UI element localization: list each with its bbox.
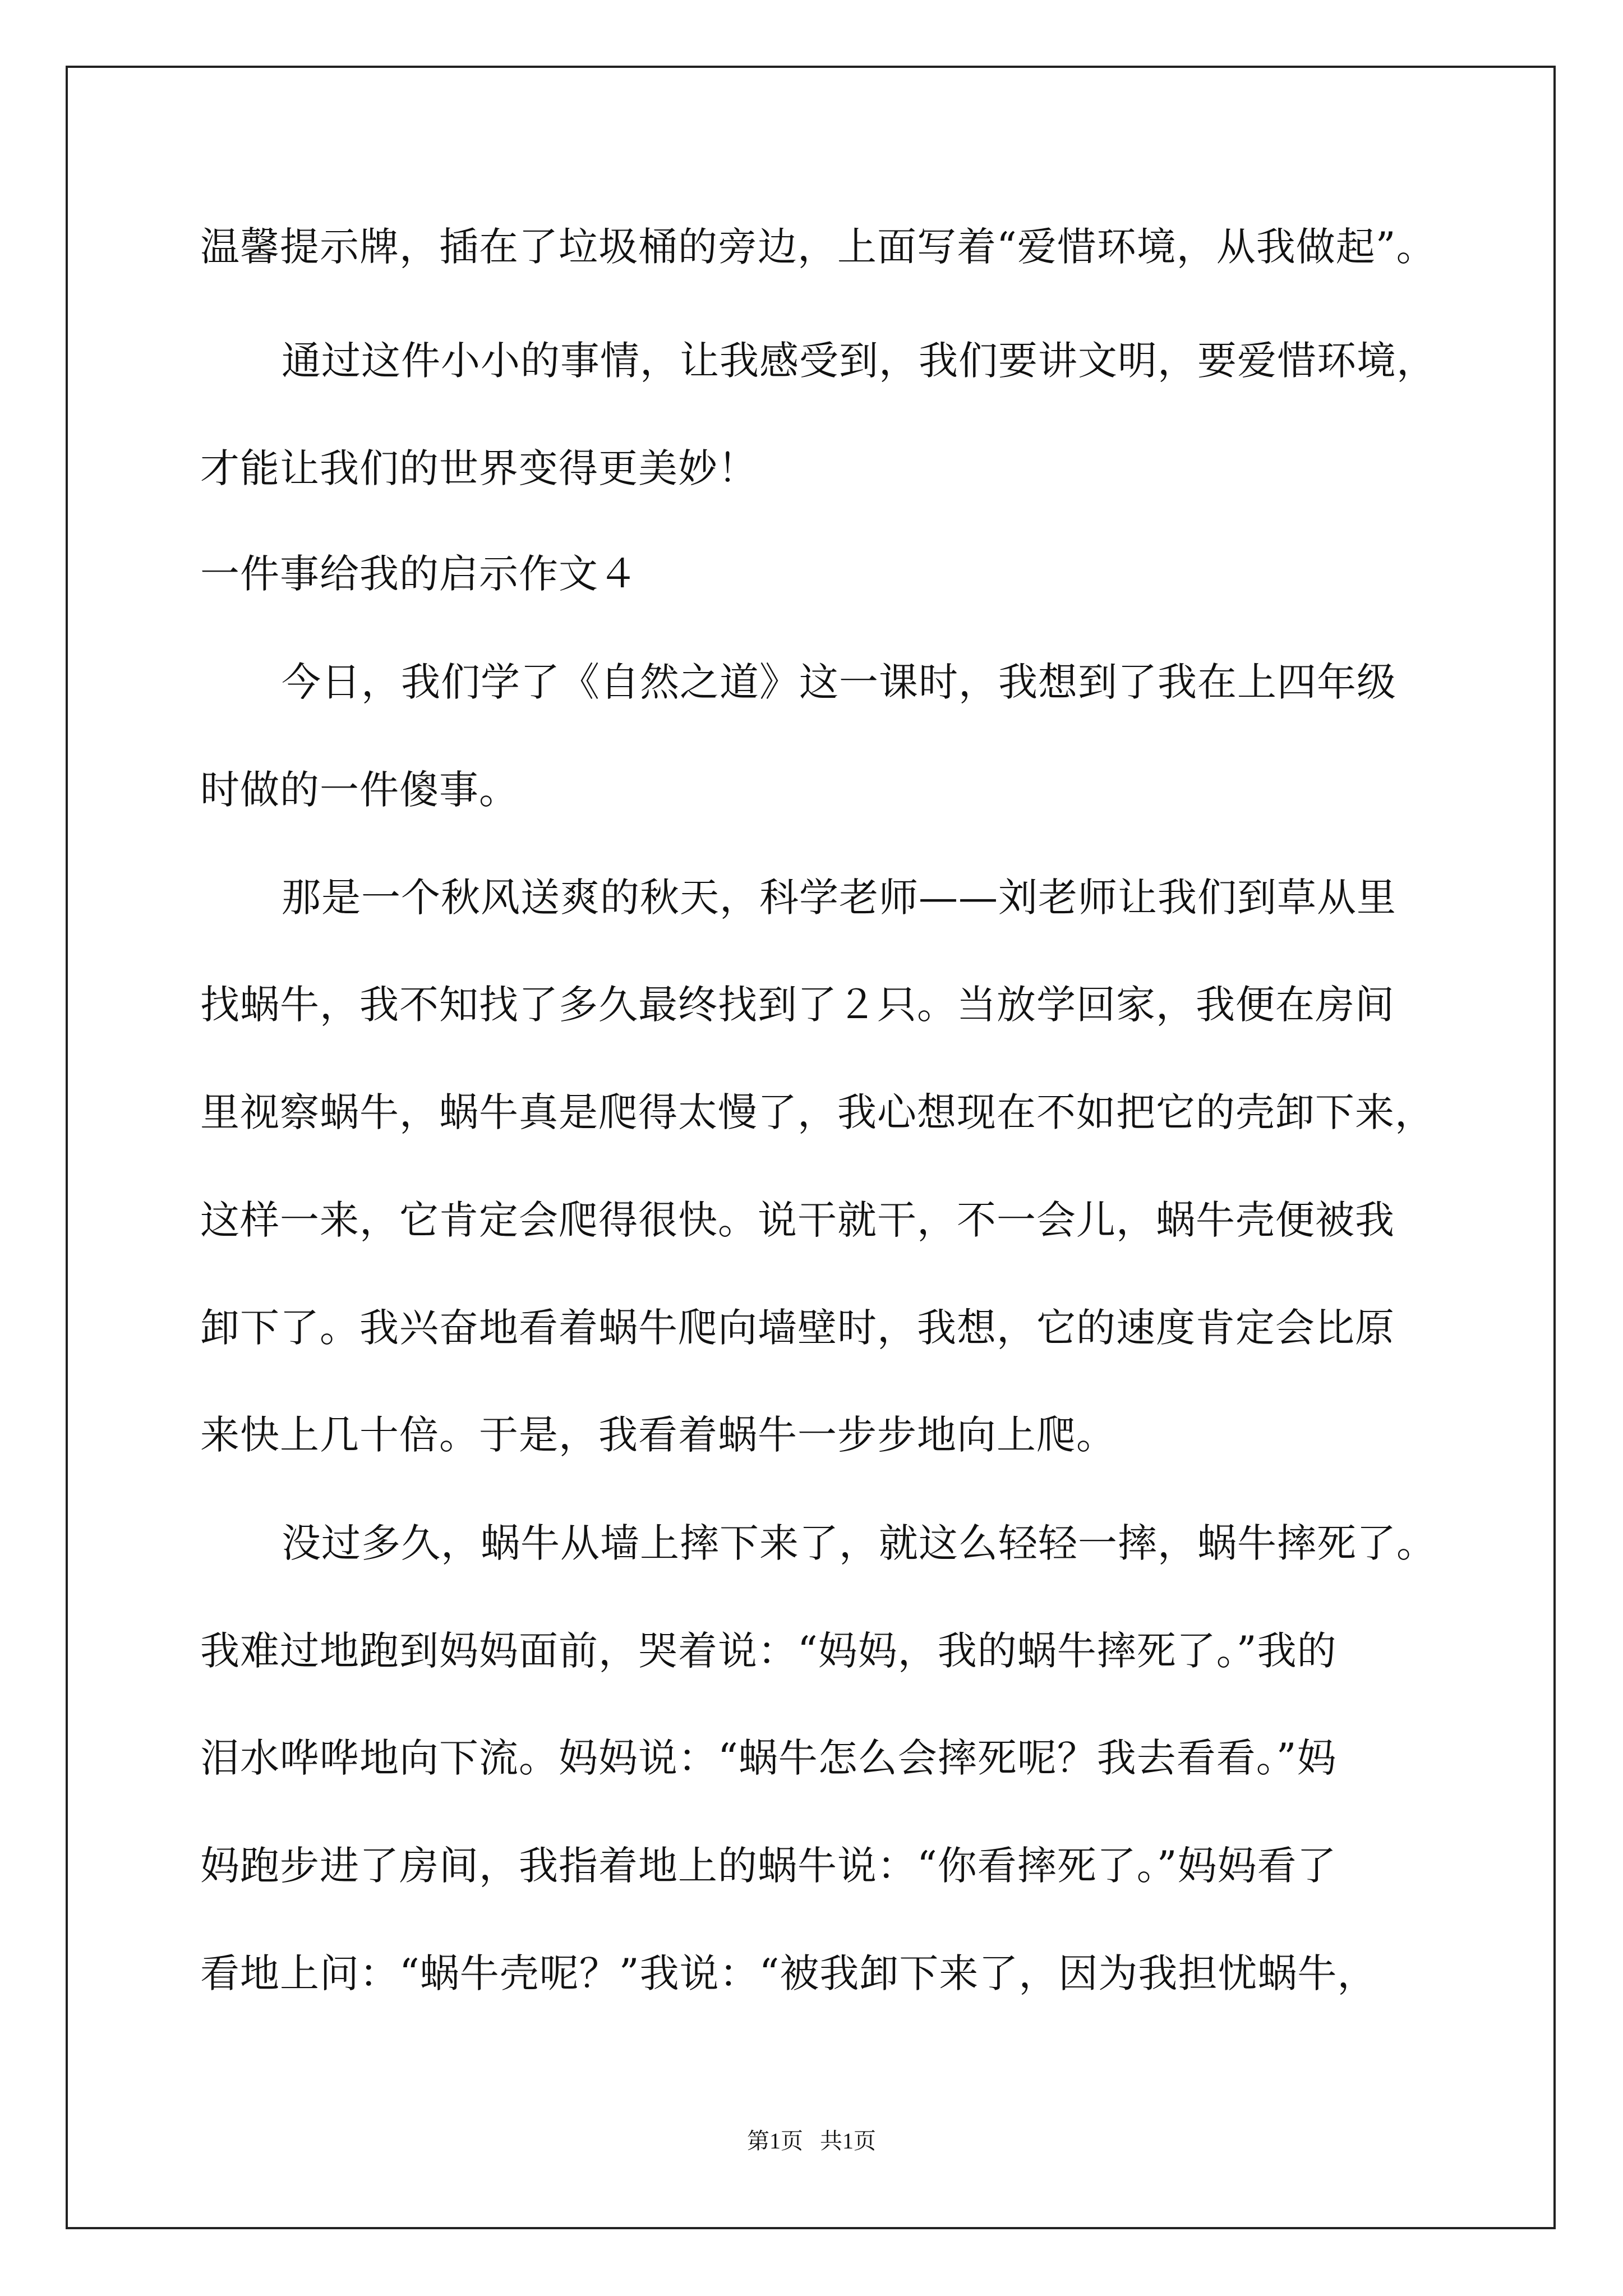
text-line-1: 温馨提示牌，插在了垃圾桶的旁边，上面写着“爱惜环境，从我做起”。: [200, 224, 1436, 270]
text-line-11: 卸下了。我兴奋地看着蜗牛爬向墙壁时，我想，它的速度肯定会比原: [200, 1305, 1395, 1351]
text-line-3: 才能让我们的世界变得更美妙！: [200, 445, 758, 491]
text-line-12: 来快上几十倍。于是，我看着蜗牛一步步地向上爬。: [200, 1412, 1116, 1458]
text-line-13: 没过多久，蜗牛从墙上摔下来了，就这么轻轻一摔，蜗牛摔死了。: [282, 1520, 1436, 1566]
text-line-17: 看地上问：“蜗牛壳呢？”我说：“被我卸下来了，因为我担忧蜗牛，: [200, 1950, 1377, 1996]
text-line-6: 时做的一件傻事。: [200, 767, 519, 813]
text-line-9: 里视察蜗牛，蜗牛真是爬得太慢了，我心想现在不如把它的壳卸下来，: [200, 1089, 1435, 1135]
text-line-10: 这样一来，它肯定会爬得很快。说干就干，不一会儿，蜗牛壳便被我: [200, 1197, 1395, 1243]
text-line-15: 泪水哗哗地向下流。妈妈说：“蜗牛怎么会摔死呢？我去看看。”妈: [200, 1735, 1337, 1781]
page-border: [66, 66, 1556, 2229]
text-line-16: 妈跑步进了房间，我指着地上的蜗牛说：“你看摔死了。”妈妈看了: [200, 1843, 1337, 1889]
text-line-7: 那是一个秋风送爽的秋天，科学老师——刘老师让我们到草从里: [282, 875, 1396, 921]
text-line-2: 通过这件小小的事情，让我感受到，我们要讲文明，要爱惜环境，: [282, 338, 1436, 384]
text-line-14: 我难过地跑到妈妈面前，哭着说：“妈妈，我的蜗牛摔死了。”我的: [200, 1628, 1337, 1674]
text-line-5: 今日，我们学了《自然之道》这一课时，我想到了我在上四年级: [282, 659, 1396, 705]
section-heading: 一件事给我的启示作文４: [200, 551, 638, 597]
text-line-8: 找蜗牛，我不知找了多久最终找到了２只。当放学回家，我便在房间: [200, 982, 1395, 1028]
page-number-footer: 第1页 共1页: [747, 2128, 876, 2154]
